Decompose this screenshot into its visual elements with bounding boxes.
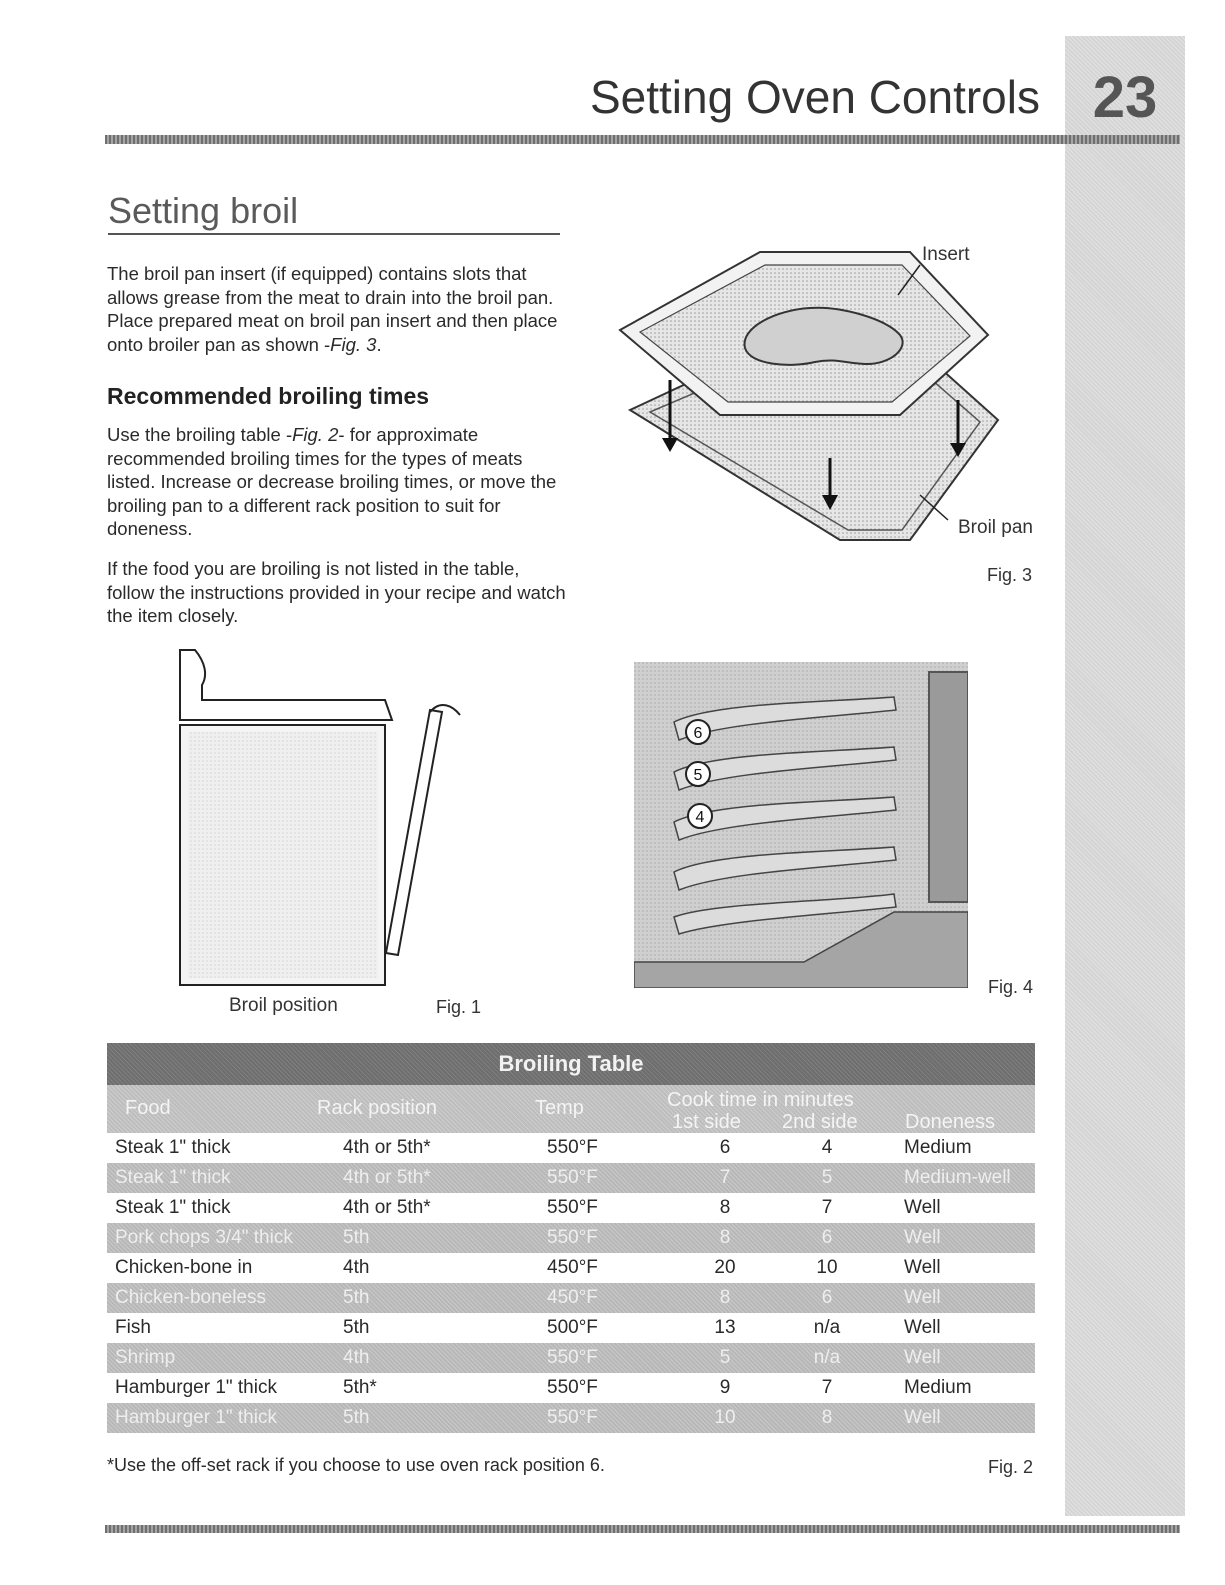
cell-rack: 4th xyxy=(343,1257,370,1278)
cell-rack: 5th xyxy=(343,1287,370,1308)
cell-food: Steak 1" thick xyxy=(115,1137,231,1158)
table-row xyxy=(107,1313,1035,1343)
range-backguard xyxy=(180,650,392,720)
cell-2nd-side: 5 xyxy=(821,1167,833,1188)
cell-2nd-side: 7 xyxy=(821,1377,833,1398)
cell-food: Hamburger 1" thick xyxy=(115,1377,277,1398)
cell-rack: 4th or 5th* xyxy=(343,1197,431,1218)
cell-1st-side: 9 xyxy=(719,1377,731,1398)
table-row xyxy=(107,1283,1035,1313)
cell-rack: 5th* xyxy=(343,1377,377,1398)
header-temp: Temp xyxy=(535,1097,584,1119)
oven-side-wall xyxy=(929,672,968,902)
cell-temp: 450°F xyxy=(547,1287,598,1308)
cell-1st-side: 20 xyxy=(714,1257,736,1278)
range-interior-shading xyxy=(188,732,378,978)
rack-positions-illustration xyxy=(634,662,968,988)
cell-doneness: Well xyxy=(904,1257,941,1278)
para1-fig-ref: Fig. 2 xyxy=(292,424,339,445)
table-row xyxy=(107,1133,1035,1163)
table-row xyxy=(107,1403,1035,1433)
fig2-label: Fig. 2 xyxy=(988,1457,1034,1477)
header-cook-time: Cook time in minutes xyxy=(667,1089,854,1111)
rack-6-number: 6 xyxy=(693,725,703,742)
cell-food: Hamburger 1" thick xyxy=(115,1407,277,1428)
cell-1st-side: 8 xyxy=(719,1287,731,1308)
fig4-label: Fig. 4 xyxy=(988,977,1034,997)
intro-text: The broil pan insert (if equipped) contains slots that allows grease from the meat to drain into the broil pan. Place prepared meat on broil pan insert and then place onto broiler pan as shown - xyxy=(107,263,558,355)
header-2nd-side: 2nd side xyxy=(782,1111,858,1133)
header-doneness: Doneness xyxy=(905,1111,996,1133)
header-rule xyxy=(105,135,1180,144)
broiling-times-paragraph xyxy=(107,423,567,541)
cell-temp: 550°F xyxy=(547,1377,598,1398)
cell-temp: 450°F xyxy=(547,1257,598,1278)
cell-1st-side: 8 xyxy=(719,1227,731,1248)
table-row xyxy=(107,1343,1035,1373)
oven-door-ajar xyxy=(386,710,442,955)
broiling-table xyxy=(107,1043,1035,1433)
insert-label: Insert xyxy=(922,244,970,265)
broil-pan-label: Broil pan xyxy=(958,517,1033,538)
cell-rack: 4th xyxy=(343,1347,370,1368)
cell-doneness: Medium-well xyxy=(904,1167,1011,1188)
cell-food: Pork chops 3/4" thick xyxy=(115,1227,293,1248)
cell-temp: 550°F xyxy=(547,1197,598,1218)
intro-paragraph xyxy=(107,262,567,356)
cell-temp: 550°F xyxy=(547,1227,598,1248)
cell-doneness: Well xyxy=(904,1197,941,1218)
cell-food: Steak 1" thick xyxy=(115,1197,231,1218)
cell-doneness: Well xyxy=(904,1407,941,1428)
cell-2nd-side: 10 xyxy=(816,1257,838,1278)
page-number: 23 xyxy=(1092,65,1158,130)
cell-food: Shrimp xyxy=(115,1347,176,1368)
broil-pan-illustration xyxy=(610,240,1030,550)
cell-temp: 550°F xyxy=(547,1137,598,1158)
cell-doneness: Medium xyxy=(904,1137,972,1158)
table-row xyxy=(107,1253,1035,1283)
table-footnote: *Use the off-set rack if you choose to use oven rack position 6. xyxy=(107,1455,605,1475)
table-title: Broiling Table xyxy=(107,1043,1035,1085)
cell-1st-side: 6 xyxy=(719,1137,731,1158)
cell-food: Chicken-boneless xyxy=(115,1287,267,1308)
intro-fig-ref: Fig. 3 xyxy=(330,333,377,355)
section-heading: Setting broil xyxy=(108,190,299,231)
cell-1st-side: 13 xyxy=(714,1317,736,1338)
cell-rack: 5th xyxy=(343,1317,370,1338)
cell-temp: 550°F xyxy=(547,1347,598,1368)
cell-temp: 550°F xyxy=(547,1167,598,1188)
cell-2nd-side: 6 xyxy=(821,1287,833,1308)
table-row xyxy=(107,1373,1035,1403)
para1-text: Use the broiling table - xyxy=(107,424,293,445)
cell-temp: 550°F xyxy=(547,1407,598,1428)
cell-doneness: Medium xyxy=(904,1377,972,1398)
section-underline xyxy=(108,233,560,235)
table-header xyxy=(107,1085,1035,1133)
header-1st-side: 1st side xyxy=(672,1111,741,1133)
broil-position-caption: Broil position xyxy=(229,995,338,1016)
cell-1st-side: 7 xyxy=(719,1167,731,1188)
table-row xyxy=(107,1163,1035,1193)
cell-temp: 500°F xyxy=(547,1317,598,1338)
rack-5-number: 5 xyxy=(693,767,703,784)
page-title: Setting Oven Controls xyxy=(589,71,1040,123)
fig3-label: Fig. 3 xyxy=(987,565,1033,585)
range-side-view-illustration xyxy=(170,640,470,1000)
cell-2nd-side: 6 xyxy=(821,1227,833,1248)
cell-2nd-side: 4 xyxy=(821,1137,833,1158)
cell-2nd-side: n/a xyxy=(813,1347,841,1368)
cell-2nd-side: 7 xyxy=(821,1197,833,1218)
side-tab-strip xyxy=(1065,36,1185,1516)
header-rack: Rack position xyxy=(317,1097,438,1119)
cell-food: Chicken-bone in xyxy=(115,1257,253,1278)
fig1-label: Fig. 1 xyxy=(436,997,482,1017)
table-row xyxy=(107,1193,1035,1223)
para1-text-end: - for approximate recommended broiling times for the types of meats listed. Increase or decrease broiling times, or move the broiling pan to a different rack position to suit for doneness. xyxy=(107,424,557,539)
cell-2nd-side: 8 xyxy=(821,1407,833,1428)
cell-2nd-side: n/a xyxy=(813,1317,841,1338)
cell-doneness: Well xyxy=(904,1227,941,1248)
cell-rack: 4th or 5th* xyxy=(343,1167,431,1188)
cell-1st-side: 10 xyxy=(714,1407,736,1428)
header-food: Food xyxy=(125,1097,171,1119)
cell-rack: 4th or 5th* xyxy=(343,1137,431,1158)
footer-rule xyxy=(105,1525,1180,1533)
rack-4-number: 4 xyxy=(695,809,705,826)
subheading-broiling-times: Recommended broiling times xyxy=(107,383,430,409)
cell-doneness: Well xyxy=(904,1347,941,1368)
down-arrow-left-head xyxy=(662,438,678,452)
table-row xyxy=(107,1223,1035,1253)
cell-food: Steak 1" thick xyxy=(115,1167,231,1188)
cell-food: Fish xyxy=(115,1317,151,1338)
cell-1st-side: 8 xyxy=(719,1197,731,1218)
unlisted-food-paragraph: If the food you are broiling is not listed in the table, follow the instructions provided in your recipe and watch the item closely. xyxy=(107,558,566,626)
cell-doneness: Well xyxy=(904,1317,941,1338)
cell-doneness: Well xyxy=(904,1287,941,1308)
cell-rack: 5th xyxy=(343,1407,370,1428)
cell-rack: 5th xyxy=(343,1227,370,1248)
cell-1st-side: 5 xyxy=(719,1347,731,1368)
intro-text-end: . xyxy=(376,333,382,355)
